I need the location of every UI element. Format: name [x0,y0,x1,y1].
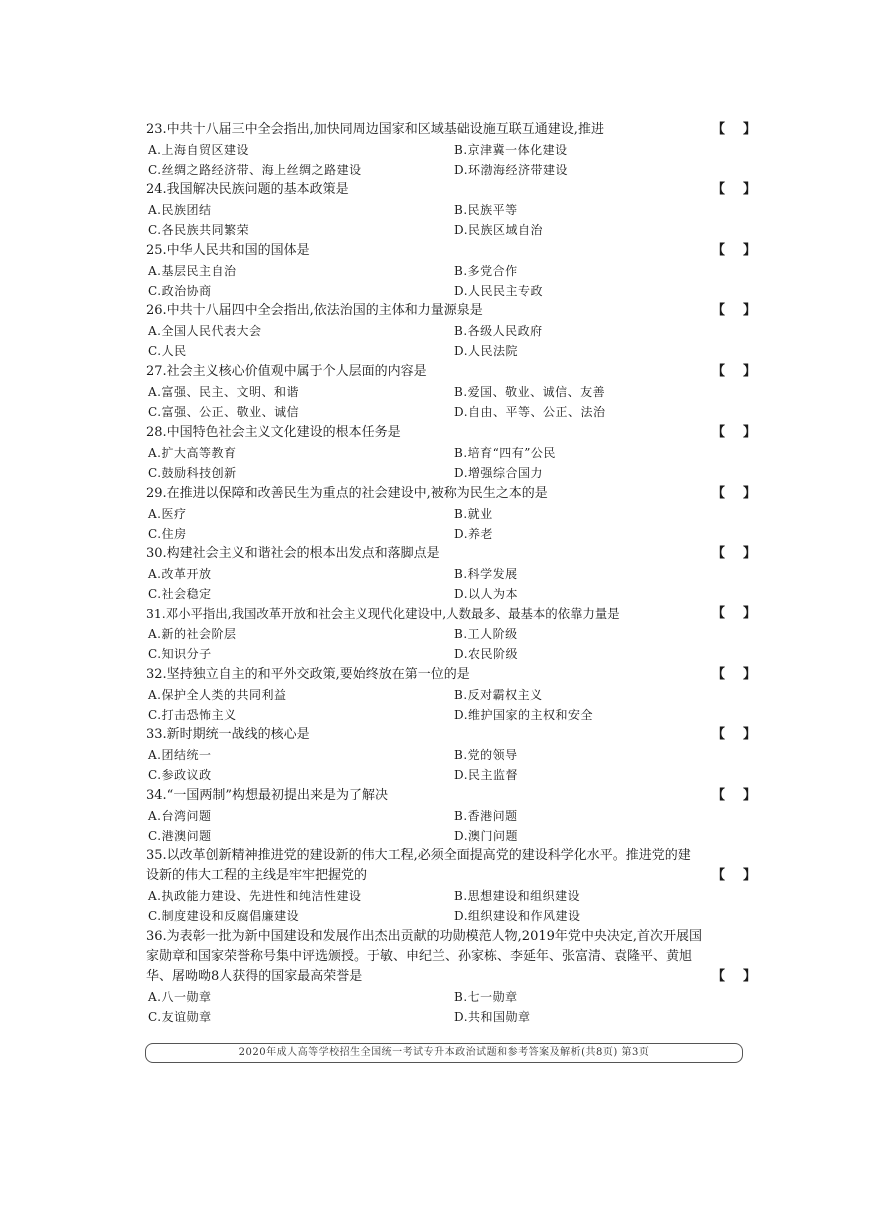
question-29 [146,484,756,544]
answer-bracket: 【 】 [712,727,756,742]
options [146,745,756,785]
option-c: C.政治协商 [148,284,212,298]
question-33 [146,725,756,785]
answer-bracket: 【 】 [712,969,756,984]
option-b: B.思想建设和组织建设 [454,889,581,903]
option-a: A.扩大高等教育 [148,446,237,460]
question-stem [146,484,756,504]
answer-bracket: 【 】 [712,303,756,318]
option-b: B.科学发展 [454,567,518,581]
option-a: A.改革开放 [148,567,212,581]
question-stem [146,786,756,806]
option-a: A.富强、民主、文明、和谐 [148,385,299,399]
options [146,443,756,483]
stem-text: 32.坚持独立自主的和平外交政策,要始终放在第一位的是 [146,667,470,682]
question-23 [146,120,756,180]
question-35 [146,846,756,926]
option-a: A.全国人民代表大会 [148,324,262,338]
stem-text: 35.以改革创新精神推进党的建设新的伟大工程,必须全面提高党的建设科学化水平。推进党的建设新的伟大工程的主线是牢牢把握党的 [146,848,691,883]
option-d: D.以人为本 [454,587,519,601]
stem-text: 33.新时期统一战线的核心是 [146,727,310,742]
option-d: D.组织建设和作风建设 [454,909,581,923]
stem-text: 24.我国解决民族问题的基本政策是 [146,182,349,197]
option-c: C.丝绸之路经济带、海上丝绸之路建设 [148,163,362,177]
question-30 [146,544,756,604]
question-24 [146,180,756,240]
answer-bracket: 【 】 [712,667,756,682]
option-a: A.基层民主自治 [148,264,237,278]
option-b: B.民族平等 [454,203,518,217]
question-stem [146,362,756,382]
option-d: D.共和国勋章 [454,1010,531,1024]
option-b: B.京津冀一体化建设 [454,143,568,157]
option-c: C.人民 [148,344,187,358]
question-stem [146,120,756,140]
option-d: D.养老 [454,527,494,541]
options [146,261,756,301]
question-stem [146,665,756,685]
question-36 [146,927,756,1027]
option-c: C.各民族共同繁荣 [148,223,250,237]
stem-text: 28.中国特色社会主义文化建设的根本任务是 [146,425,401,440]
question-34 [146,786,756,846]
option-c: C.制度建设和反腐倡廉建设 [148,909,300,923]
option-c: C.住房 [148,527,187,541]
question-32 [146,665,756,725]
question-stem [146,725,756,745]
option-d: D.维护国家的主权和安全 [454,708,594,722]
option-d: D.民族区域自治 [454,223,544,237]
option-a: A.保护全人类的共同利益 [148,688,287,702]
answer-bracket: 【 】 [712,425,756,440]
options [146,382,756,422]
option-d: D.农民阶级 [454,647,519,661]
options [146,685,756,725]
option-d: D.增强综合国力 [454,466,544,480]
answer-bracket: 【 】 [712,364,756,379]
page-footer: 2020年成人高等学校招生全国统一考试专升本政治试题和参考答案及解析(共8页) 第3页 [145,1043,743,1063]
option-b: B.多党合作 [454,264,518,278]
options [146,806,756,846]
question-stem [146,927,756,987]
stem-text: 34.“一国两制”构想最初提出来是为了解决 [146,788,388,803]
option-b: B.就业 [454,507,493,521]
question-stem [146,180,756,200]
option-b: B.党的领导 [454,748,518,762]
option-b: B.反对霸权主义 [454,688,543,702]
stem-text: 30.构建社会主义和谐社会的根本出发点和落脚点是 [146,546,440,561]
option-b: B.香港问题 [454,809,518,823]
stem-text: 29.在推进以保障和改善民生为重点的社会建设中,被称为民生之本的是 [146,486,548,501]
option-d: D.民主监督 [454,768,519,782]
option-c: C.港澳问题 [148,829,212,843]
question-26 [146,301,756,361]
answer-bracket: 【 】 [712,243,756,258]
option-c: C.知识分子 [148,647,212,661]
question-31 [146,604,756,664]
option-b: B.七一勋章 [454,990,518,1004]
question-stem [146,301,756,321]
option-d: D.人民民主专政 [454,284,544,298]
options [146,140,756,180]
option-c: C.鼓励科技创新 [148,466,237,480]
stem-text: 26.中共十八届四中全会指出,依法治国的主体和力量源泉是 [146,303,483,318]
option-c: C.参政议政 [148,768,212,782]
option-b: B.工人阶级 [454,627,518,641]
question-27 [146,362,756,422]
option-a: A.八一勋章 [148,990,212,1004]
option-c: C.富强、公正、敬业、诚信 [148,405,300,419]
answer-bracket: 【 】 [712,606,756,621]
question-stem [146,846,756,886]
question-stem [146,544,756,564]
option-d: D.自由、平等、公正、法治 [454,405,606,419]
options [146,200,756,240]
stem-text: 23.中共十八届三中全会指出,加快同周边国家和区域基础设施互联互通建设,推进 [146,122,604,137]
stem-text: 25.中华人民共和国的国体是 [146,243,310,258]
answer-bracket: 【 】 [712,868,756,883]
question-stem [146,241,756,261]
answer-bracket: 【 】 [712,122,756,137]
options [146,564,756,604]
options [146,886,756,926]
options [146,321,756,361]
option-a: A.新的社会阶层 [148,627,237,641]
option-b: B.爱国、敬业、诚信、友善 [454,385,606,399]
option-b: B.各级人民政府 [454,324,543,338]
answer-bracket: 【 】 [712,182,756,197]
stem-text: 31.邓小平指出,我国改革开放和社会主义现代化建设中,人数最多、最基本的依靠力量是 [146,606,620,621]
answer-bracket: 【 】 [712,486,756,501]
option-c: C.友谊勋章 [148,1010,212,1024]
stem-text: 36.为表彰一批为新中国建设和发展作出杰出贡献的功勋模范人物,2019年党中央决定,首次开展国家勋章和国家荣誉称号集中评选颁授。于敏、申纪兰、孙家栋、李延年、张富清、袁隆平、黄旭华、屠呦呦8人获得的国家最高荣誉是 [146,929,703,984]
option-d: D.澳门问题 [454,829,519,843]
question-stem [146,423,756,443]
option-d: D.环渤海经济带建设 [454,163,569,177]
question-28 [146,423,756,483]
stem-text: 27.社会主义核心价值观中属于个人层面的内容是 [146,364,427,379]
option-c: C.社会稳定 [148,587,212,601]
option-a: A.执政能力建设、先进性和纯洁性建设 [148,889,362,903]
question-stem [146,604,756,624]
option-a: A.上海自贸区建设 [148,143,249,157]
options [146,987,756,1027]
question-25 [146,241,756,301]
option-d: D.人民法院 [454,344,519,358]
option-a: A.医疗 [148,507,187,521]
option-c: C.打击恐怖主义 [148,708,237,722]
options [146,504,756,544]
answer-bracket: 【 】 [712,546,756,561]
answer-bracket: 【 】 [712,788,756,803]
option-a: A.团结统一 [148,748,212,762]
option-a: A.台湾问题 [148,809,212,823]
option-a: A.民族团结 [148,203,212,217]
options [146,624,756,664]
option-b: B.培育“四有”公民 [454,446,556,460]
